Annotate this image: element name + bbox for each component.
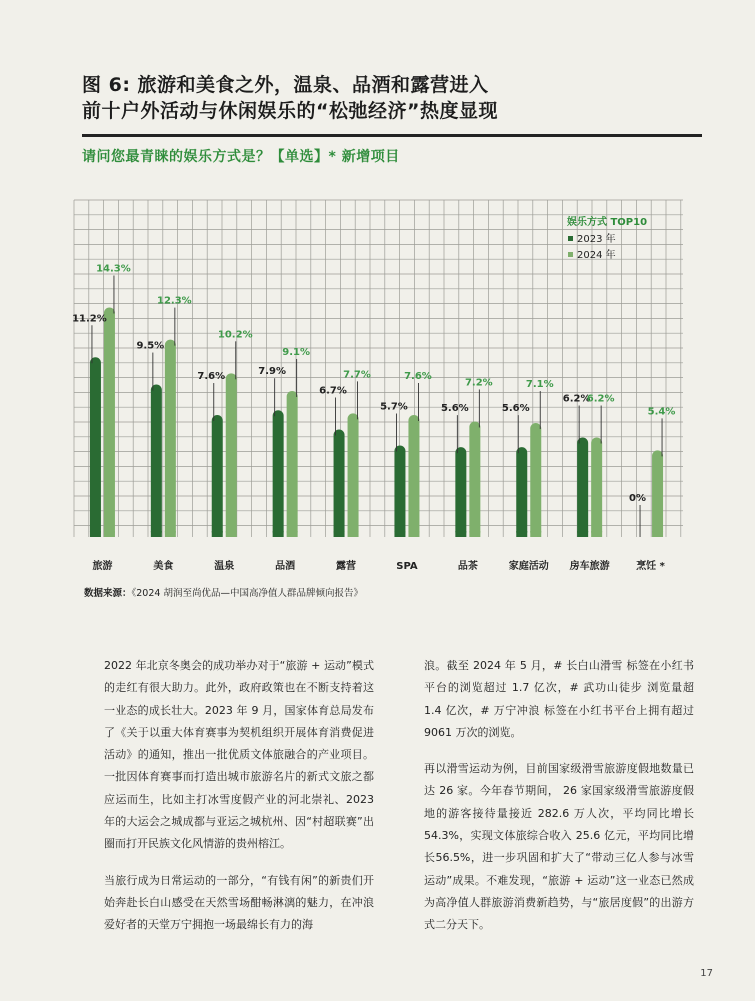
data-label-2023: 7.9% (258, 366, 287, 378)
data-label-2023: 7.6% (197, 371, 226, 383)
bar-2024 (348, 413, 359, 537)
bar-2024 (165, 340, 176, 537)
source-label: 数据来源： (84, 588, 132, 599)
data-label-2024: 9.1% (282, 346, 311, 358)
bar-2023 (455, 447, 466, 537)
bar-2023 (394, 446, 405, 537)
bar-2024 (408, 415, 419, 537)
bar-2024 (652, 450, 663, 537)
category-label: 烹饪 * (636, 561, 665, 572)
data-label-2023: 9.5% (136, 340, 165, 352)
category-label: 旅游 (92, 561, 113, 572)
category-label: SPA (396, 561, 418, 572)
body-paragraph: 再以滑雪运动为例，目前国家级滑雪旅游度假地数量已达 26 家。今年春节期间， 26 家国家级滑雪旅游度假地的游客接待量接近 282.6 万人次，平均同比增长 54.3%，实现文体旅综合收入 25.6 亿元，平均同比增长56.5%，进一步巩固和扩大了“带动三亿人参与冰雪运动”成果。不难发现，“旅游 + 运动”这一业态已然成为高净值人群旅游消费新趋势，与“旅居度假”的出游方式二分天下。 (424, 762, 694, 932)
data-label-2023: 5.6% (501, 403, 530, 415)
data-label-2023: 6.2% (562, 393, 591, 405)
data-label-2023: 0% (629, 493, 647, 504)
bar-2023-base (577, 531, 588, 537)
bar-2023-base (273, 531, 284, 537)
bar-2024-base (165, 531, 176, 537)
data-label-2024: 5.4% (647, 406, 676, 418)
bar-2023-base (212, 531, 223, 537)
legend-title: 娱乐方式 TOP10 (567, 217, 648, 228)
bar-2023 (151, 385, 162, 537)
data-label-2024: 7.1% (525, 379, 554, 391)
body-right-column (424, 655, 694, 951)
source-text: 《2024 胡润至尚优品—中国高净值人群品牌倾向报告》 (131, 588, 363, 599)
bar-2023-base (151, 531, 162, 537)
bar-2024-base (348, 531, 359, 537)
category-label: 露营 (336, 561, 357, 572)
body-paragraph: 当旅行成为日常运动的一部分，“有钱有闲”的新贵们开始奔赴长白山感受在天然雪场酣畅淋漓的魅力，在冲浪爱好者的天堂万宁拥抱一场最绵长有力的海 (104, 873, 374, 932)
data-label-2023: 5.7% (380, 401, 408, 413)
bar-2023-base (90, 531, 101, 537)
figure-title-line2: 前十户外活动与休闲娱乐的“松弛经济”热度显现 (82, 100, 498, 122)
bar-2024-base (104, 531, 115, 537)
chart-subtitle: 请问您最青睐的娱乐方式是？【单选】* 新增项目 (82, 149, 400, 165)
bar-2023 (334, 429, 345, 537)
bar-2024-base (287, 531, 298, 537)
category-label: 房车旅游 (569, 561, 610, 572)
legend-swatch-2023 (568, 236, 573, 241)
bar-2023-base (455, 531, 466, 537)
bar-2024 (226, 373, 237, 537)
bar-2023 (516, 447, 527, 537)
data-source (84, 585, 363, 599)
bar-2024-base (591, 531, 602, 537)
page-number: 17 (700, 968, 713, 979)
data-label-2024: 7.6% (404, 371, 432, 383)
bar-2023-base (394, 531, 405, 537)
bar-2023-base (334, 531, 345, 537)
bar-2024 (104, 308, 115, 537)
data-label-2024: 7.7% (343, 369, 371, 381)
bar-2024-base (469, 531, 480, 537)
bar-2023 (90, 357, 101, 537)
category-label: 美食 (153, 561, 174, 572)
bar-2024-base (530, 531, 541, 537)
data-label-2023: 11.2% (72, 313, 107, 325)
legend-label-2024: 2024 年 (577, 250, 616, 261)
data-label-2024: 10.2% (217, 329, 253, 341)
data-label-2024: 14.3% (96, 263, 131, 275)
bar-2024 (530, 423, 541, 537)
bar-2024-base (226, 531, 237, 537)
category-label: 温泉 (214, 561, 235, 572)
figure-title-line1: 图 6: 旅游和美食之外，温泉、品酒和露营进入 (82, 74, 489, 96)
bar-2024 (287, 391, 298, 537)
bar-2024 (591, 438, 602, 537)
body-paragraph: 浪。截至 2024 年 5 月，# 长白山滑雪 标签在小红书平台的浏览超过 1.7 亿次，# 武功山徒步 浏览量超 1.4 亿次，# 万宁冲浪 标签在小红书平台上拥有超过 9061 万次的浏览。 (424, 659, 694, 739)
category-label: 品茶 (457, 561, 478, 572)
body-left-column (104, 655, 374, 951)
bar-2023-base (516, 531, 527, 537)
body-paragraph: 2022 年北京冬奥会的成功举办对于“旅游 + 运动”模式的走红有很大助力。此外，政府政策也在不断支持着这一业态的成长壮大。2023 年 9 月，国家体育总局发布了《关于以重大体育赛事为契机组织开展体育消费促进活动》的通知，推出一批优质文体旅融合的产业项目。一批因体育赛事而打造出城市旅游名片的新式文旅之都应运而生，比如主打冰雪度假产业的河北崇礼、2023 年的大运会之城成都与亚运之城杭州、因“村超联赛”出圈而打开民族文化风情游的贵州榕江。 (104, 659, 374, 851)
bar-2024 (469, 421, 480, 537)
category-label: 家庭活动 (508, 561, 549, 572)
bar-2024-base (408, 531, 419, 537)
bar-2023 (273, 410, 284, 537)
legend-swatch-2024 (568, 252, 573, 257)
category-label: 品酒 (275, 561, 296, 572)
bar-2023 (577, 438, 588, 537)
bar-2024-base (652, 531, 663, 537)
data-label-2024: 6.2% (586, 393, 615, 405)
data-label-2024: 12.3% (156, 295, 192, 307)
data-label-2024: 7.2% (464, 377, 493, 389)
legend-label-2023: 2023 年 (577, 234, 616, 245)
bar-2023 (212, 415, 223, 537)
data-label-2023: 5.6% (440, 403, 469, 415)
data-label-2023: 6.7% (319, 385, 347, 397)
